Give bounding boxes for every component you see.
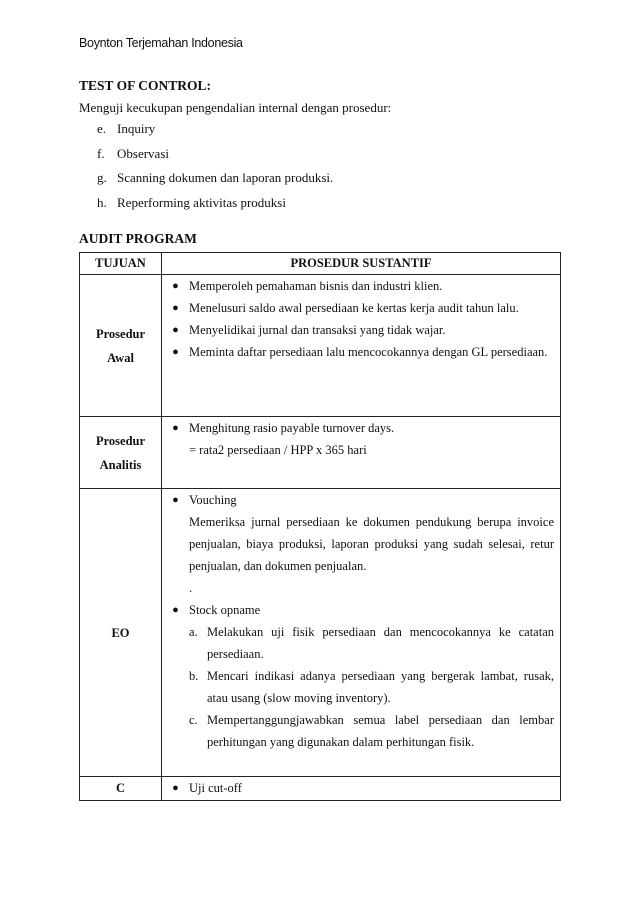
table-header-row <box>80 253 561 275</box>
test-of-control-list <box>97 121 333 219</box>
list-item: e. Inquiry <box>97 121 156 136</box>
bullet-icon: ● <box>172 604 179 616</box>
bullet-icon: ● <box>172 302 179 314</box>
bullet-icon: ● <box>172 280 179 292</box>
audit-program-title: AUDIT PROGRAM <box>79 231 197 246</box>
prosedur-cell <box>162 489 561 777</box>
tujuan-cell: EO <box>80 489 162 777</box>
list-item: f. Observasi <box>97 145 169 161</box>
bullet-icon: ● <box>172 324 179 336</box>
bullet-item: ● Uji cut-off <box>162 777 560 799</box>
table-row <box>80 489 561 777</box>
list-item: c. Mempertanggungjawabkan semua label persediaan dan lembar perhitungan yang digunakan dalam perhitungan fisik. <box>189 713 554 749</box>
bullet-icon: ● <box>172 422 179 434</box>
document-header: Boynton Terjemahan Indonesia <box>79 36 243 50</box>
bullet-item: ● Memperoleh pemahaman bisnis dan industri klien. <box>162 275 560 297</box>
bullet-item: ● Menelusuri saldo awal persediaan ke kertas kerja audit tahun lalu. <box>162 297 560 319</box>
bullet-item: ● Vouching <box>162 489 560 511</box>
list-item: g. Scanning dokumen dan laporan produksi. <box>97 170 334 185</box>
bullet-icon: ● <box>172 346 179 358</box>
test-of-control-title: TEST OF CONTROL: <box>79 78 212 93</box>
tujuan-cell: C <box>80 777 162 801</box>
tujuan-cell: Prosedur Analitis <box>80 417 162 489</box>
table-row <box>80 275 561 417</box>
test-of-control-intro: Menguji kecukupan pengendalian internal dengan prosedur: <box>79 100 392 115</box>
bullet-icon: ● <box>172 782 179 794</box>
column-header-tujuan: TUJUAN <box>80 253 162 275</box>
bullet-item: ● Menghitung rasio payable turnover days. <box>162 417 560 439</box>
tujuan-cell: Prosedur Awal <box>80 275 162 417</box>
prosedur-cell <box>162 417 561 489</box>
prosedur-cell <box>162 275 561 417</box>
vouching-description: Memeriksa jurnal persediaan ke dokumen pendukung berupa invoice penjualan, biaya produksi, laporan produksi yang sudah selesai, retur penjualan, dan dokumen penjualan. <box>189 515 554 573</box>
bullet-item: ● Stock opname <box>162 599 560 621</box>
column-header-prosedur: PROSEDUR SUSTANTIF <box>162 253 561 275</box>
prosedur-cell <box>162 777 561 801</box>
list-item: a. Melakukan uji fisik persediaan dan mencocokannya ke catatan persediaan. <box>189 625 554 661</box>
list-item: h. Reperforming aktivitas produksi <box>97 194 286 210</box>
bullet-item: ● Meminta daftar persediaan lalu mencocokannya dengan GL persediaan. <box>162 341 560 363</box>
formula-text: = rata2 persediaan / HPP x 365 hari <box>189 443 367 457</box>
stock-opname-list <box>162 621 560 753</box>
audit-program-table <box>79 252 561 801</box>
stray-dot: . <box>189 581 193 595</box>
bullet-item: ● Menyelidikai jurnal dan transaksi yang tidak wajar. <box>162 319 560 341</box>
list-item: b. Mencari indikasi adanya persediaan yang bergerak lambat, rusak, atau usang (slow moving inventory). <box>189 669 554 705</box>
table-row <box>80 417 561 489</box>
bullet-icon: ● <box>172 494 179 506</box>
table-row <box>80 777 561 801</box>
